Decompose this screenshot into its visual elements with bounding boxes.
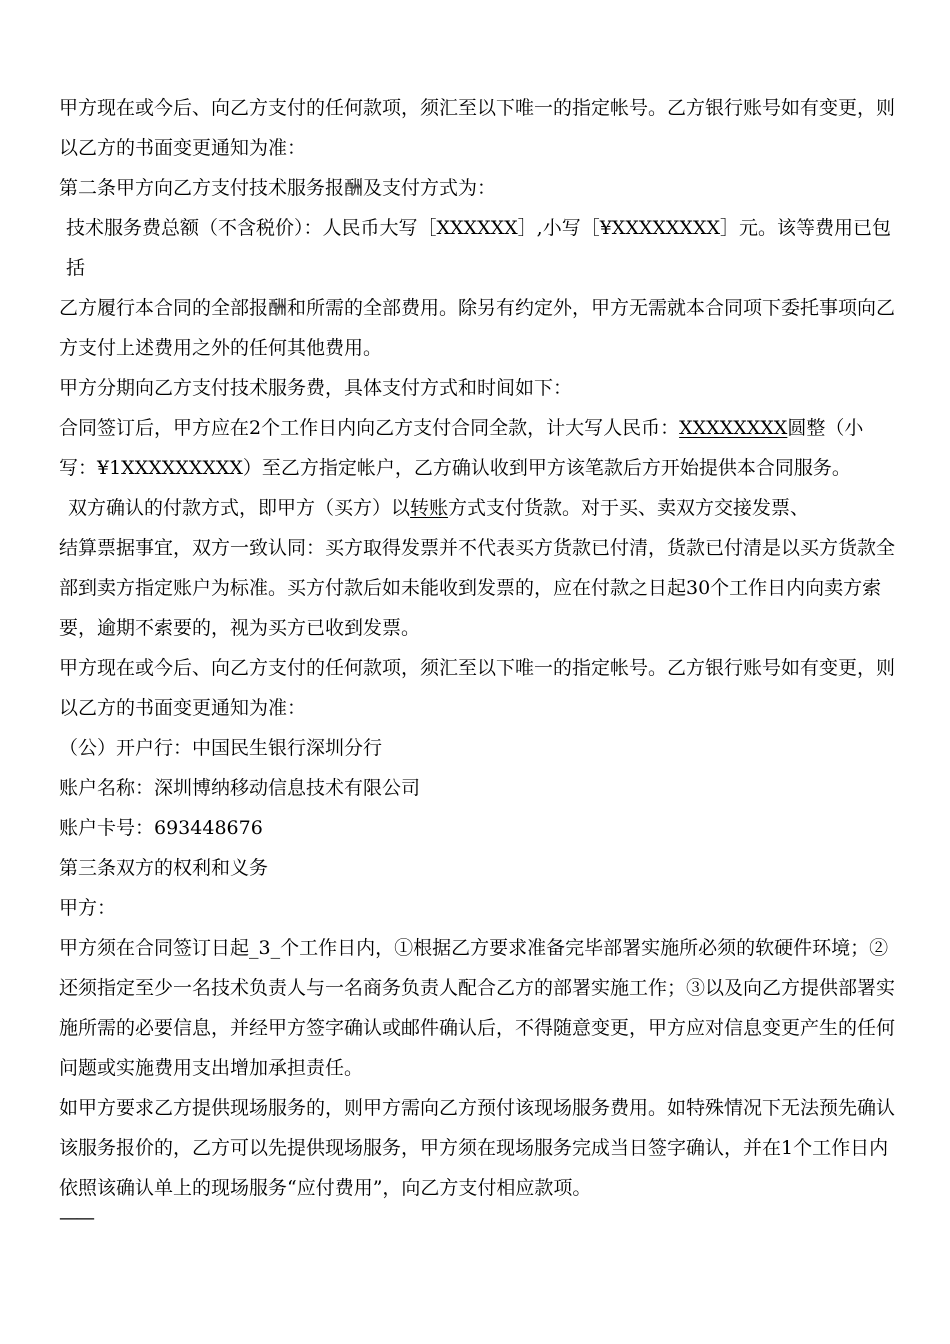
payment-method-underlined: 转账 xyxy=(410,497,449,519)
obligations-text-b: 个工作日内，①根据乙方要求准备完毕部署实施所必须的软硬件环境；②还须指定至少一名技术负责人与一名商务负责人配合乙方的部署实施工作；③以及向乙方提供部署实施所需的必要信息，并经甲方签字确认或邮件确认后，不得随意变更，甲方应对信息变更产生的任何问题或实施费用支出增加承担责任。 xyxy=(59,937,896,1079)
full-payment-text-b: 圆整（小写：¥1XXXXXXXXX）至乙方指定帐户，乙方确认收到甲方该笔款后方开始提供本合同服务。 xyxy=(59,417,864,479)
paragraph-full-payment xyxy=(59,408,899,488)
paragraph-installment-intro: 甲方分期向乙方支付技术服务费，具体支付方式和时间如下： xyxy=(59,377,573,399)
party-a-label: 甲方： xyxy=(59,897,117,919)
obligations-days-blank: _3_ xyxy=(249,937,281,959)
payment-method-text-a: 双方确认的付款方式，即甲方（买方）以 xyxy=(68,497,411,519)
account-number-line: 账户卡号：693448676 xyxy=(59,817,263,839)
heading-article-3: 第三条双方的权利和义务 xyxy=(59,857,269,879)
page-footer-mark: —— xyxy=(59,1207,93,1229)
full-payment-amount-underlined: XXXXXXXX xyxy=(679,417,788,439)
heading-article-2: 第二条甲方向乙方支付技术服务报酬及支付方式为： xyxy=(59,177,497,199)
paragraph-invoice-settlement: 结算票据事宜，双方一致认同：买方取得发票并不代表买方货款已付清，货款已付清是以买方货款全部到卖方指定账户为标准。买方付款后如未能收到发票的，应在付款之日起30个工作日内向卖方索要，逾期不索要的，视为买方已收到发票。 xyxy=(59,537,896,639)
payment-method-text-b: 方式支付货款。对于买、卖双方交接发票、 xyxy=(448,497,810,519)
full-payment-text-a: 合同签订后，甲方应在2个工作日内向乙方支付合同全款，计大写人民币： xyxy=(59,417,680,439)
paragraph-onsite-service: 如甲方要求乙方提供现场服务的，则甲方需向乙方预付该现场服务费用。如特殊情况下无法预先确认该服务报价的，乙方可以先提供现场服务，甲方须在现场服务完成当日签字确认，并在1个工作日内依照该确认单上的现场服务“应付费用”，向乙方支付相应款项。 xyxy=(59,1097,896,1199)
paragraph-party-a-obligations xyxy=(59,928,899,1088)
paragraph-fee-inclusions: 乙方履行本合同的全部报酬和所需的全部费用。除另有约定外，甲方无需就本合同项下委托事项向乙方支付上述费用之外的任何其他费用。 xyxy=(59,297,896,359)
paragraph-service-fee-total: 技术服务费总额（不含税价）：人民币大写［XXXXXX］,小写［¥XXXXXXXX］元。该等费用已包括 xyxy=(66,217,891,279)
paragraph-payment-method xyxy=(59,488,899,528)
obligations-text-a: 甲方须在合同签订日起 xyxy=(59,937,250,959)
paragraph-payment-account-notice: 甲方现在或今后、向乙方支付的任何款项，须汇至以下唯一的指定帐号。乙方银行账号如有变更，则以乙方的书面变更通知为准： xyxy=(59,97,896,159)
paragraph-payment-account-notice-repeat: 甲方现在或今后、向乙方支付的任何款项，须汇至以下唯一的指定帐号。乙方银行账号如有变更，则以乙方的书面变更通知为准： xyxy=(59,657,896,719)
account-name-line: 账户名称：深圳博纳移动信息技术有限公司 xyxy=(59,777,421,799)
bank-name-line: （公）开户行：中国民生银行深圳分行 xyxy=(59,737,383,759)
document-body xyxy=(59,88,899,1228)
